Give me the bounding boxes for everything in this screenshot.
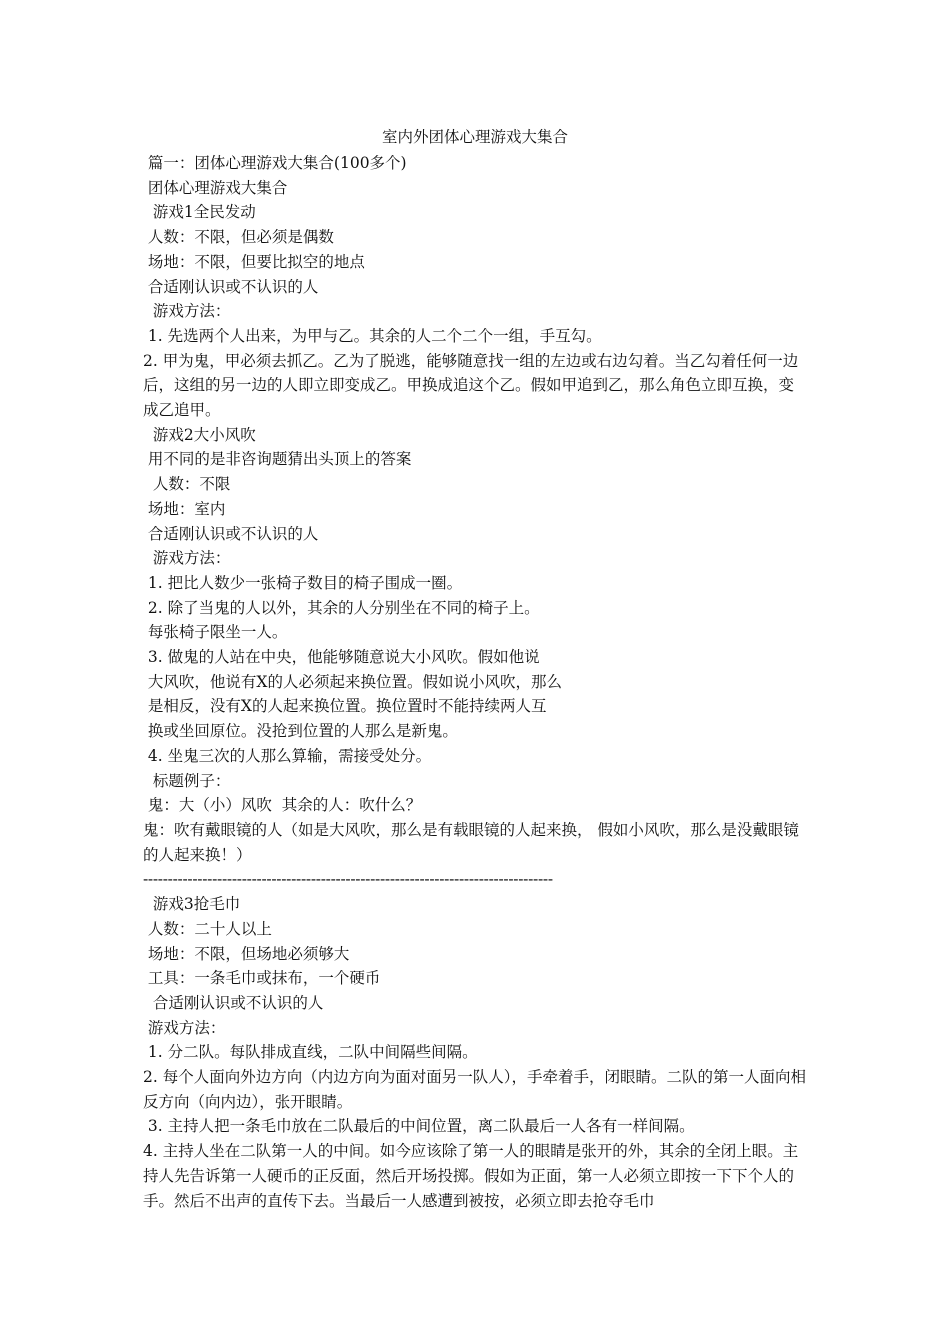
text-line: 是相反，没有X的人起来换位置。换位置时不能持续两人互	[143, 697, 547, 716]
example-heading: 标题例子：	[143, 771, 231, 790]
text-line: 3. 主持人把一条毛巾放在二队最后的中间位置，离二队最后一人各有一样间隔。	[143, 1117, 695, 1136]
game-heading: 游戏2大小风吹	[143, 425, 256, 444]
text-line: 场地：室内	[143, 499, 226, 518]
text-line: 合适刚认识或不认识的人	[143, 993, 324, 1012]
text-line: 合适刚认识或不认识的人	[143, 524, 319, 543]
separator-line: -----------------------------------------------------------------------------------	[143, 870, 553, 889]
text-line: 1. 把比人数少一张椅子数目的椅子围成一圈。	[143, 573, 463, 592]
text-line: 2. 除了当鬼的人以外，其余的人分别坐在不同的椅子上。	[143, 598, 540, 617]
document-body	[143, 151, 808, 1213]
text-line: 3. 做鬼的人站在中央，他能够随意说大小风吹。假如他说	[143, 648, 540, 667]
text-paragraph: 4. 主持人坐在二队第一人的中间。如今应该除了第一人的眼睛是张开的外，其余的全闭上眼。主持人先告诉第一人硬币的正反面，然后开场投掷。假如为正面，第一人必须立即按一下下个人的手。然后不出声的直传下去。当最后一人感遭到被按，必须立即去抢夺毛巾	[143, 1142, 799, 1210]
text-line: 1. 先选两个人出来，为甲与乙。其余的人二个二个一组，手互勾。	[143, 326, 602, 345]
text-paragraph: 2. 甲为鬼，甲必须去抓乙。乙为了脱逃，能够随意找一组的左边或右边勾着。当乙勾着任何一边后，这组的另一边的人即立即变成乙。甲换成追这个乙。假如甲追到乙，那么角色立即互换，变成乙追甲。	[143, 351, 799, 420]
text-line: 人数：不限	[143, 475, 231, 494]
text-line: 用不同的是非咨询题猜出头顶上的答案	[143, 450, 412, 469]
text-paragraph: 鬼：吹有戴眼镜的人（如是大风吹，那么是有载眼镜的人起来换， 假如小风吹，那么是没戴眼镜的人起来换！）	[143, 820, 799, 864]
text-line: 每张椅子限坐一人。	[143, 623, 288, 642]
text-line: 4. 坐鬼三次的人那么算输，需接受处分。	[143, 746, 432, 765]
document-title: 室内外团体心理游戏大集合	[381, 128, 568, 146]
section-heading: 篇一：团体心理游戏大集合(100多个)	[143, 154, 407, 172]
text-line: 场地：不限，但场地必须够大	[143, 944, 350, 963]
method-heading: 游戏方法：	[143, 302, 231, 321]
text-line: 合适刚认识或不认识的人	[143, 277, 319, 296]
method-heading: 游戏方法：	[143, 549, 231, 568]
text-line: 1. 分二队。每队排成直线，二队中间隔些间隔。	[143, 1043, 478, 1062]
text-line: 大风吹，他说有X的人必须起来换位置。假如说小风吹，那么	[143, 672, 562, 691]
game-heading: 游戏3抢毛巾	[143, 895, 241, 914]
section-subheading: 团体心理游戏大集合	[143, 178, 288, 197]
game-heading: 游戏1全民发动	[143, 203, 256, 222]
text-paragraph: 2. 每个人面向外边方向（内边方向为面对面另一队人），手牵着手，闭眼睛。二队的第一人面向相反方向（向内边），张开眼睛。	[143, 1068, 806, 1111]
text-line: 人数：二十人以上	[143, 919, 272, 938]
text-line: 换或坐回原位。没抢到位置的人那么是新鬼。	[143, 722, 458, 741]
text-line: 人数：不限，但必须是偶数	[143, 228, 334, 247]
text-line: 鬼：大（小）风吹 其余的人：吹什么？	[143, 796, 422, 815]
method-heading: 游戏方法：	[143, 1018, 226, 1037]
text-line: 场地：不限，但要比拟空的地点	[143, 252, 365, 271]
text-line: 工具：一条毛巾或抹布，一个硬币	[143, 969, 381, 988]
